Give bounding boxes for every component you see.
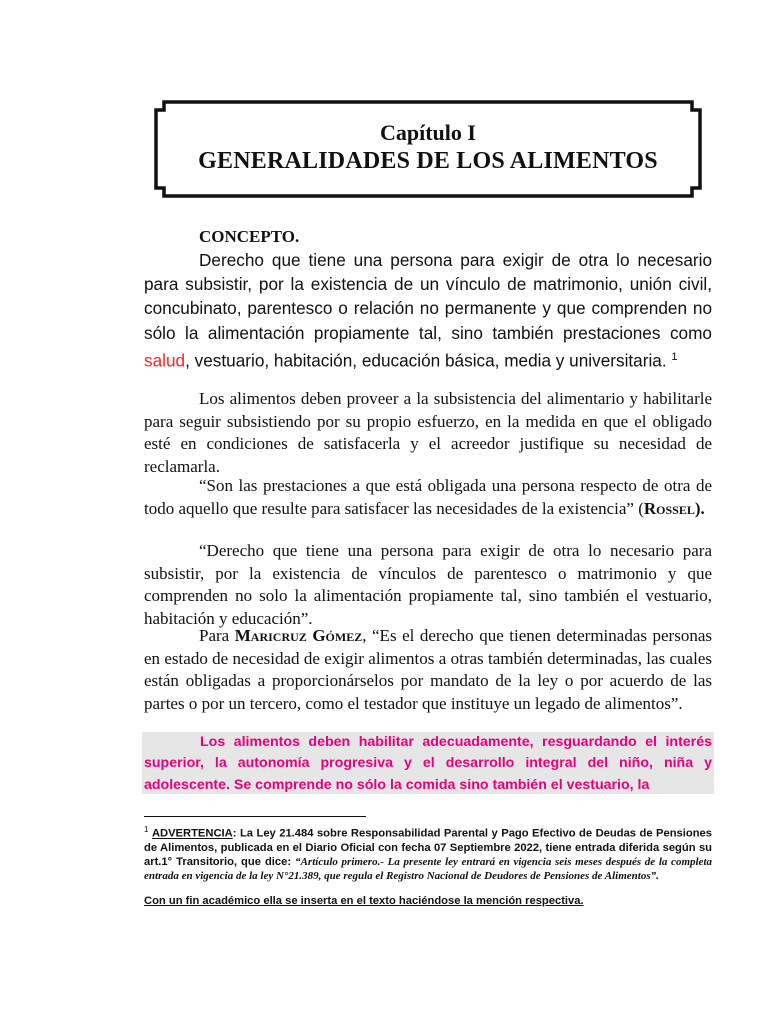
definition-text-end: , vestuario, habitación, educación básica, media y universitaria. xyxy=(185,350,667,371)
author-maricruz: Maricruz Gómez xyxy=(234,626,363,645)
footnote-text: : La Ley 21.484 sobre Responsabilidad Parental y Pago Efectivo de Deudas de Pensiones de Alimentos, publicada en el Diario Oficial con fecha 07 Septiembre 2022, tiene entrada diferida según su art.1° Transitorio, que dice: xyxy=(144,827,712,869)
concept-definition xyxy=(144,248,712,373)
footnote-label: ADVERTENCIA xyxy=(151,827,233,840)
highlighted-paragraph: Los alimentos deben habilitar adecuadamente, resguardando el interés superior, la autonomía progresiva y el desarrollo integral del niño, niña y adolescente. Se comprende no sólo la comida sino también el vestuario, la xyxy=(144,734,712,793)
footnote-separator xyxy=(144,816,366,817)
chapter-title-frame xyxy=(152,100,704,198)
paragraph-right-definition: “Derecho que tiene una persona para exigir de otra lo necesario para subsistir, por la existencia de vínculos de parentesco o matrimonio y que comprenden no solo la alimentación propiamente tal, sino también el vestuario, habitación y educación”. xyxy=(144,541,712,628)
maricruz-lead: Para xyxy=(199,626,235,645)
concept-heading: CONCEPTO. xyxy=(199,227,300,246)
footnote-last-line: Con un fin académico ella se inserta en el texto haciéndose la mención respectiva. xyxy=(144,895,584,907)
chapter-number: Capítulo I xyxy=(380,120,476,145)
definition-red-word: salud xyxy=(144,350,186,371)
definition-text-start: Derecho que tiene una persona para exigir de otra lo necesario para subsistir, por la existencia de un vínculo de matrimonio, unión civil, concubinato, parentesco o relación no permanente y que comprenden no sólo la alimentación propiamente tal, sino también prestaciones como xyxy=(144,250,712,343)
maricruz-quote: , “Es el derecho que tienen determinadas personas en estado de necesidad de exigir alimentos a otras también determinadas, las cuales están obligadas a proporcionárselos por mandato de la ley o por acuerdo de las partes o por un tercero, como el testador que instituye un legado de alimentos”. xyxy=(144,626,712,713)
rossel-quote: “Son las prestaciones a que está obligada una persona respecto de otra de todo aquello que resulte para satisfacer las necesidades de la existencia” ( xyxy=(144,476,712,518)
paragraph-rossel xyxy=(144,475,712,520)
footnote-number: 1 xyxy=(144,825,149,834)
footnote-reference[interactable]: 1 xyxy=(671,350,678,363)
author-rossel: Rossel xyxy=(643,498,695,518)
footnote xyxy=(144,823,712,884)
paragraph-maricruz xyxy=(144,625,712,715)
paragraph-subsistence: Los alimentos deben proveer a la subsistencia del alimentario y habilitarle para seguir subsistiendo por su propio esfuerzo, en la medida en que el obligado esté en condiciones de satisfacerla y el acreedor justifique su necesidad de reclamarla. xyxy=(144,389,712,476)
rossel-end: ). xyxy=(694,498,705,518)
chapter-title: GENERALIDADES DE LOS ALIMENTOS xyxy=(198,148,658,174)
footnote-quote: “Artículo primero.- La presente ley entrará en vigencia seis meses después de la completa entrada en vigencia de la ley N°21.389, que regula el Registro Nacional de Deudores de Pensiones de Alimentos”. xyxy=(144,856,712,883)
